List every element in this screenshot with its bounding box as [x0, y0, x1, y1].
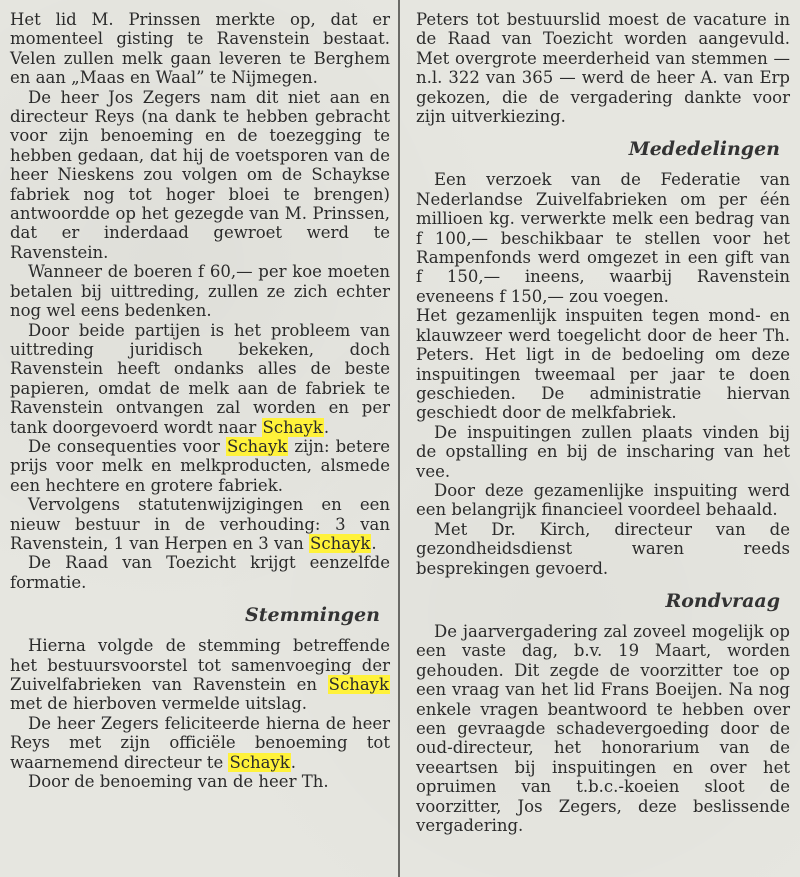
right-column	[402, 0, 800, 877]
highlight-schayk: Schayk	[310, 533, 371, 553]
paragraph-raad: De Raad van Toezicht krijgt eenzelfde formatie.	[10, 553, 390, 592]
paragraph-consequenties	[10, 437, 390, 495]
text-segment: zijn: betere prijs voor melk en melkproducten, alsmede een hechtere en grotere fabriek.	[10, 436, 390, 495]
paragraph-inspuitingen: De inspuitingen zullen plaats vinden bij de opstalling en bij de inscharing van het vee.	[416, 422, 790, 481]
text-segment: Vervolgens statutenwijzigingen en een nieuw bestuur in de verhouding: 3 van Ravenstein, 1 van Herpen en 3 van	[10, 495, 390, 553]
highlight-schayk: Schayk	[229, 752, 290, 772]
text-segment: .	[290, 752, 297, 772]
paragraph-kirch: Met Dr. Kirch, directeur van de gezondheidsdienst waren reeds besprekingen gevoerd.	[416, 519, 790, 578]
text-segment: De consequenties voor	[28, 436, 220, 456]
paragraph-benoeming: Door de benoeming van de heer Th.	[28, 772, 329, 792]
text-segment: .	[323, 417, 330, 437]
paragraph-vacature: Peters tot bestuurslid moest de vacature in de Raad van Toezicht worden aangevuld. Met overgrote meerderheid van stemmen — n.l. 322 van 365 — werd de heer A. van Erp gekozen, die de vergadering dankte voor zijn uitverkiezing.	[416, 10, 790, 127]
text-segment: Door beide partijen is het probleem van uittreding juridisch bekeken, doch Ravenstein heeft ondanks alles de beste papieren, omdat de melk aan de fabriek te Ravenstein ontvangen zal worden en per tank doorgevoerd wordt naar	[10, 320, 390, 437]
paragraph-prinssen: Het lid M. Prinssen merkte op, dat er momenteel gisting te Ravenstein bestaat. Velen zullen melk gaan leveren te Berghem en aan „Maas en Waal” te Nijmegen.	[10, 10, 390, 88]
paragraph-felicitatie	[10, 714, 390, 772]
column-divider	[398, 0, 400, 877]
text-segment: .	[371, 533, 377, 553]
highlight-schayk: Schayk	[328, 675, 389, 694]
paragraph-juridisch	[10, 321, 390, 437]
paragraph-zegers: De heer Jos Zegers nam dit niet aan en directeur Reys (na dank te hebben gebracht voor zijn benoeming en de toezegging te hebben gedaan, dat hij de voetsporen van de heer Nieskens zou volgen om de Schaykse fabriek nog tot hoger bloei te brengen) antwoordde op het gezegde van M. Prinssen, dat er inderdaad gewroet werd te Ravenstein.	[10, 87, 390, 262]
heading-mededelingen: Mededelingen	[628, 138, 780, 161]
text-segment: met de hierboven vermelde uitslag.	[10, 694, 308, 714]
highlight-schayk: Schayk	[226, 436, 288, 456]
paragraph-voordeel: Door deze gezamenlijke inspuiting werd een belangrijk financieel voordeel behaald.	[416, 480, 790, 520]
paragraph-boeren: Wanneer de boeren f 60,— per koe moeten betalen bij uittreding, zullen ze zich echter nog wel eens bedenken.	[10, 262, 390, 321]
heading-stemmingen: Stemmingen	[244, 604, 380, 627]
heading-rondvraag: Rondvraag	[665, 589, 780, 612]
left-column	[0, 0, 398, 877]
paragraph-statuten	[10, 495, 390, 553]
paragraph-jaarvergadering: De jaarvergadering zal zoveel mogelijk op een vaste dag, b.v. 19 Maart, worden gehouden. Dit zegde de voorzitter toe op een vraag van het lid Frans Boeijen. Na nog enkele vragen beantwoord te hebben over een gevraagde schadevergoeding door de oud-directeur, het honorarium van de veeartsen bij inspuitingen en over het opruimen van t.b.c.-koeien sloot de voorzitter, Jos Zegers, deze beslissende vergadering.	[416, 621, 790, 836]
text-segment: De heer Zegers feliciteerde hierna de heer Reys met zijn officiële benoeming tot waarnemend directeur te	[10, 713, 390, 772]
paragraph-federatie: Een verzoek van de Federatie van Nederlandse Zuivelfabrieken om per één millioen kg. verwerkte melk een bedrag van f 100,— beschikbaar te stellen voor het Rampenfonds werd omgezet in een gift van f 150,— ineens, waarbij Ravenstein eveneens f 150,— zou voegen.	[416, 170, 790, 306]
paragraph-inspuiten: Het gezamenlijk inspuiten tegen mond- en klauwzeer werd toegelicht door de heer Th. Peters. Het ligt in de bedoeling om deze inspuitingen tweemaal per jaar te doen geschieden. De administratie hiervan geschiedt door de melkfabriek.	[416, 306, 790, 423]
paragraph-stemming	[10, 636, 390, 714]
text-segment: Hierna volgde de stemming betreffende het bestuursvoorstel tot samenvoeging der Zuivelfabrieken van Ravenstein en	[10, 636, 390, 694]
highlight-schayk: Schayk	[262, 417, 323, 437]
